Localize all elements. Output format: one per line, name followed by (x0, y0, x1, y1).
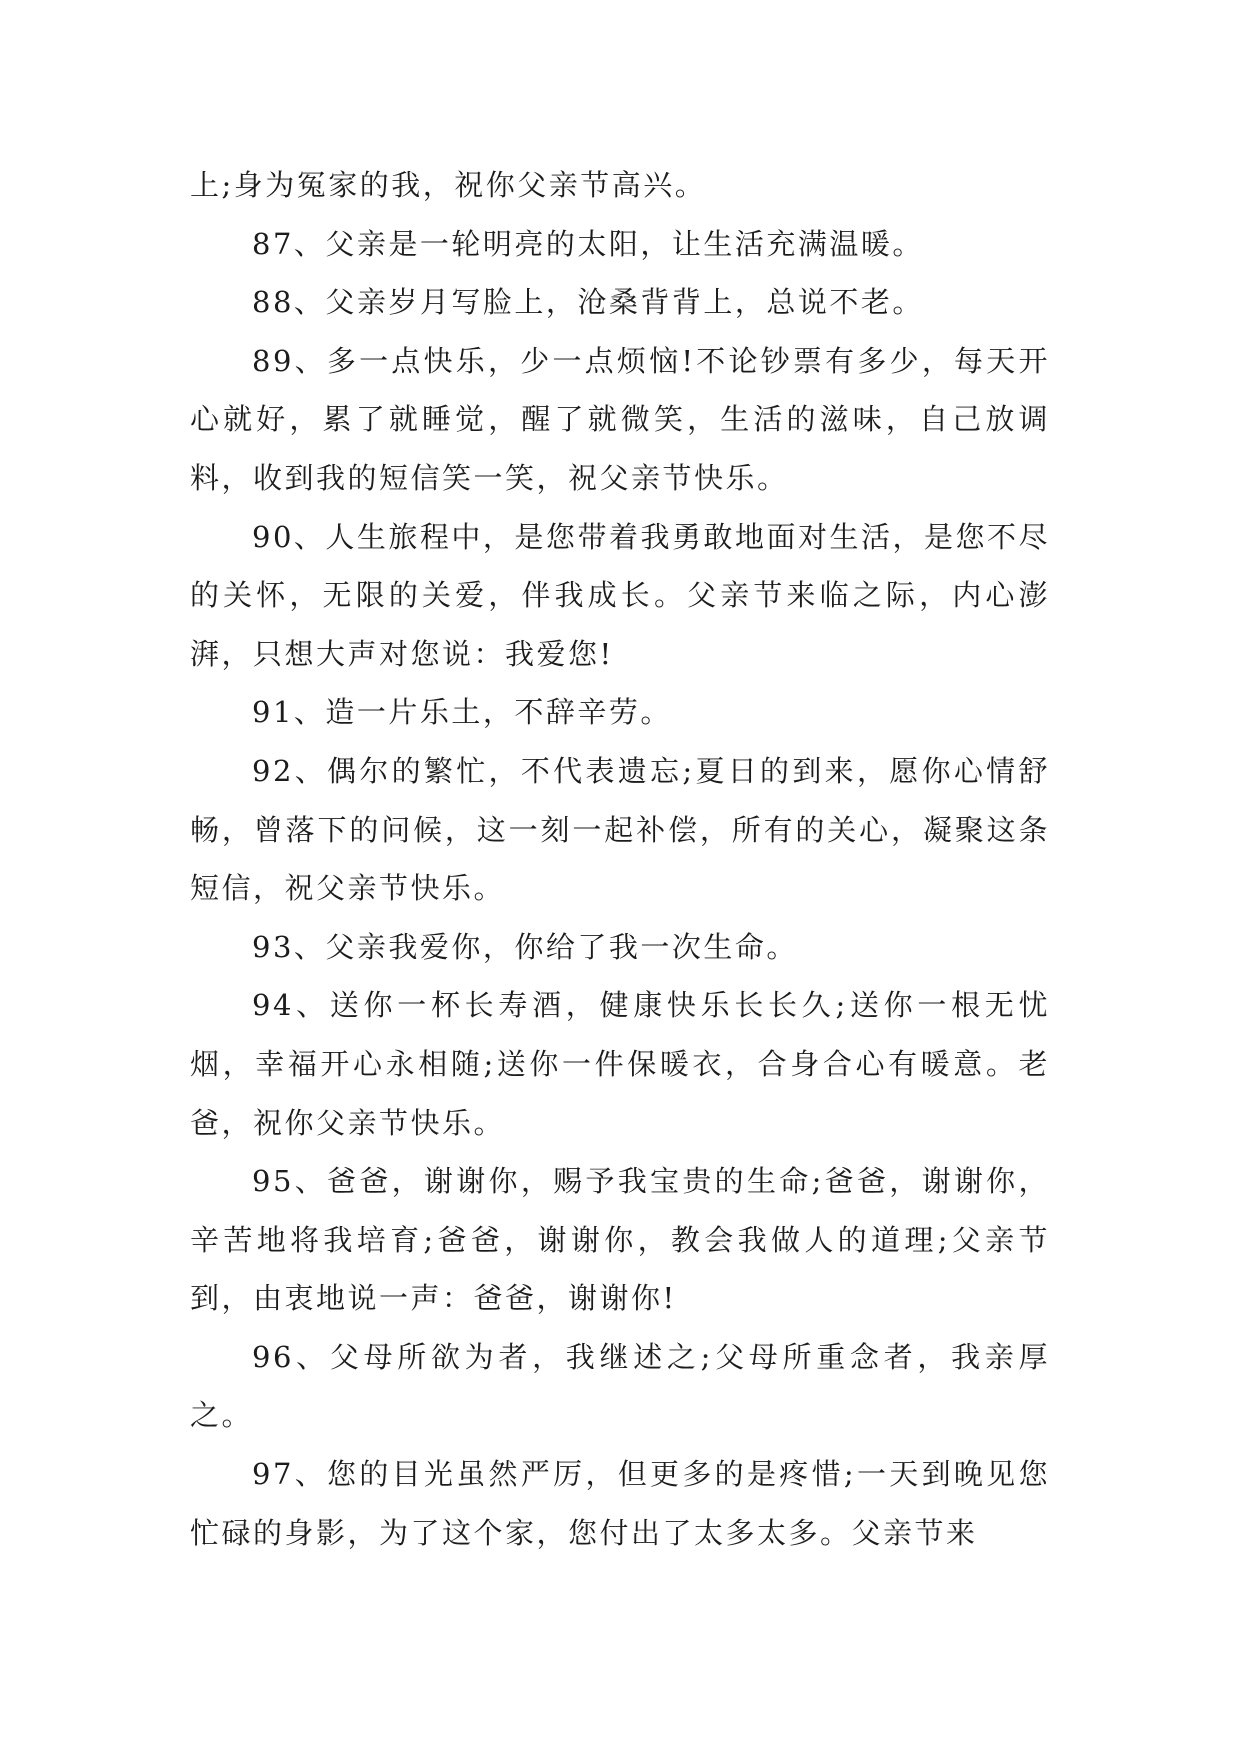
paragraph-90: 90、人生旅程中，是您带着我勇敢地面对生活，是您不尽的关怀，无限的关爱，伴我成长。父亲节来临之际，内心澎湃，只想大声对您说：我爱您! (190, 519, 1050, 671)
paragraph-88: 88、父亲岁月写脸上，沧桑背背上，总说不老。 (252, 285, 924, 320)
document-body (190, 156, 1050, 1562)
paragraph-89: 89、多一点快乐，少一点烦恼!不论钞票有多少，每天开心就好，累了就睡觉，醒了就微笑，生活的滋味，自己放调料，收到我的短信笑一笑，祝父亲节快乐。 (190, 343, 1050, 495)
paragraph-92: 92、偶尔的繁忙，不代表遗忘;夏日的到来，愿你心情舒畅，曾落下的问候，这一刻一起补偿，所有的关心，凝聚这条短信，祝父亲节快乐。 (190, 753, 1050, 906)
paragraph-93: 93、父亲我爱你，你给了我一次生命。 (252, 929, 798, 964)
paragraph-continuation: 上;身为冤家的我，祝你父亲节高兴。 (190, 168, 707, 202)
paragraph-91: 91、造一片乐土，不辞辛劳。 (252, 695, 672, 730)
paragraph-94: 94、送你一杯长寿酒，健康快乐长长久;送你一根无忧烟，幸福开心永相随;送你一件保暖衣，合身合心有暖意。老爸，祝你父亲节快乐。 (190, 988, 1050, 1140)
paragraph-87: 87、父亲是一轮明亮的太阳，让生活充满温暖。 (252, 226, 924, 261)
paragraph-97: 97、您的目光虽然严厉，但更多的是疼惜;一天到晚见您忙碌的身影，为了这个家，您付出了太多太多。父亲节来 (190, 1457, 1050, 1550)
paragraph-95: 95、爸爸，谢谢你，赐予我宝贵的生命;爸爸，谢谢你，辛苦地将我培育;爸爸，谢谢你，教会我做人的道理;父亲节到，由衷地说一声：爸爸，谢谢你! (190, 1164, 1050, 1316)
paragraph-96: 96、父母所欲为者，我继述之;父母所重念者，我亲厚之。 (190, 1339, 1050, 1433)
